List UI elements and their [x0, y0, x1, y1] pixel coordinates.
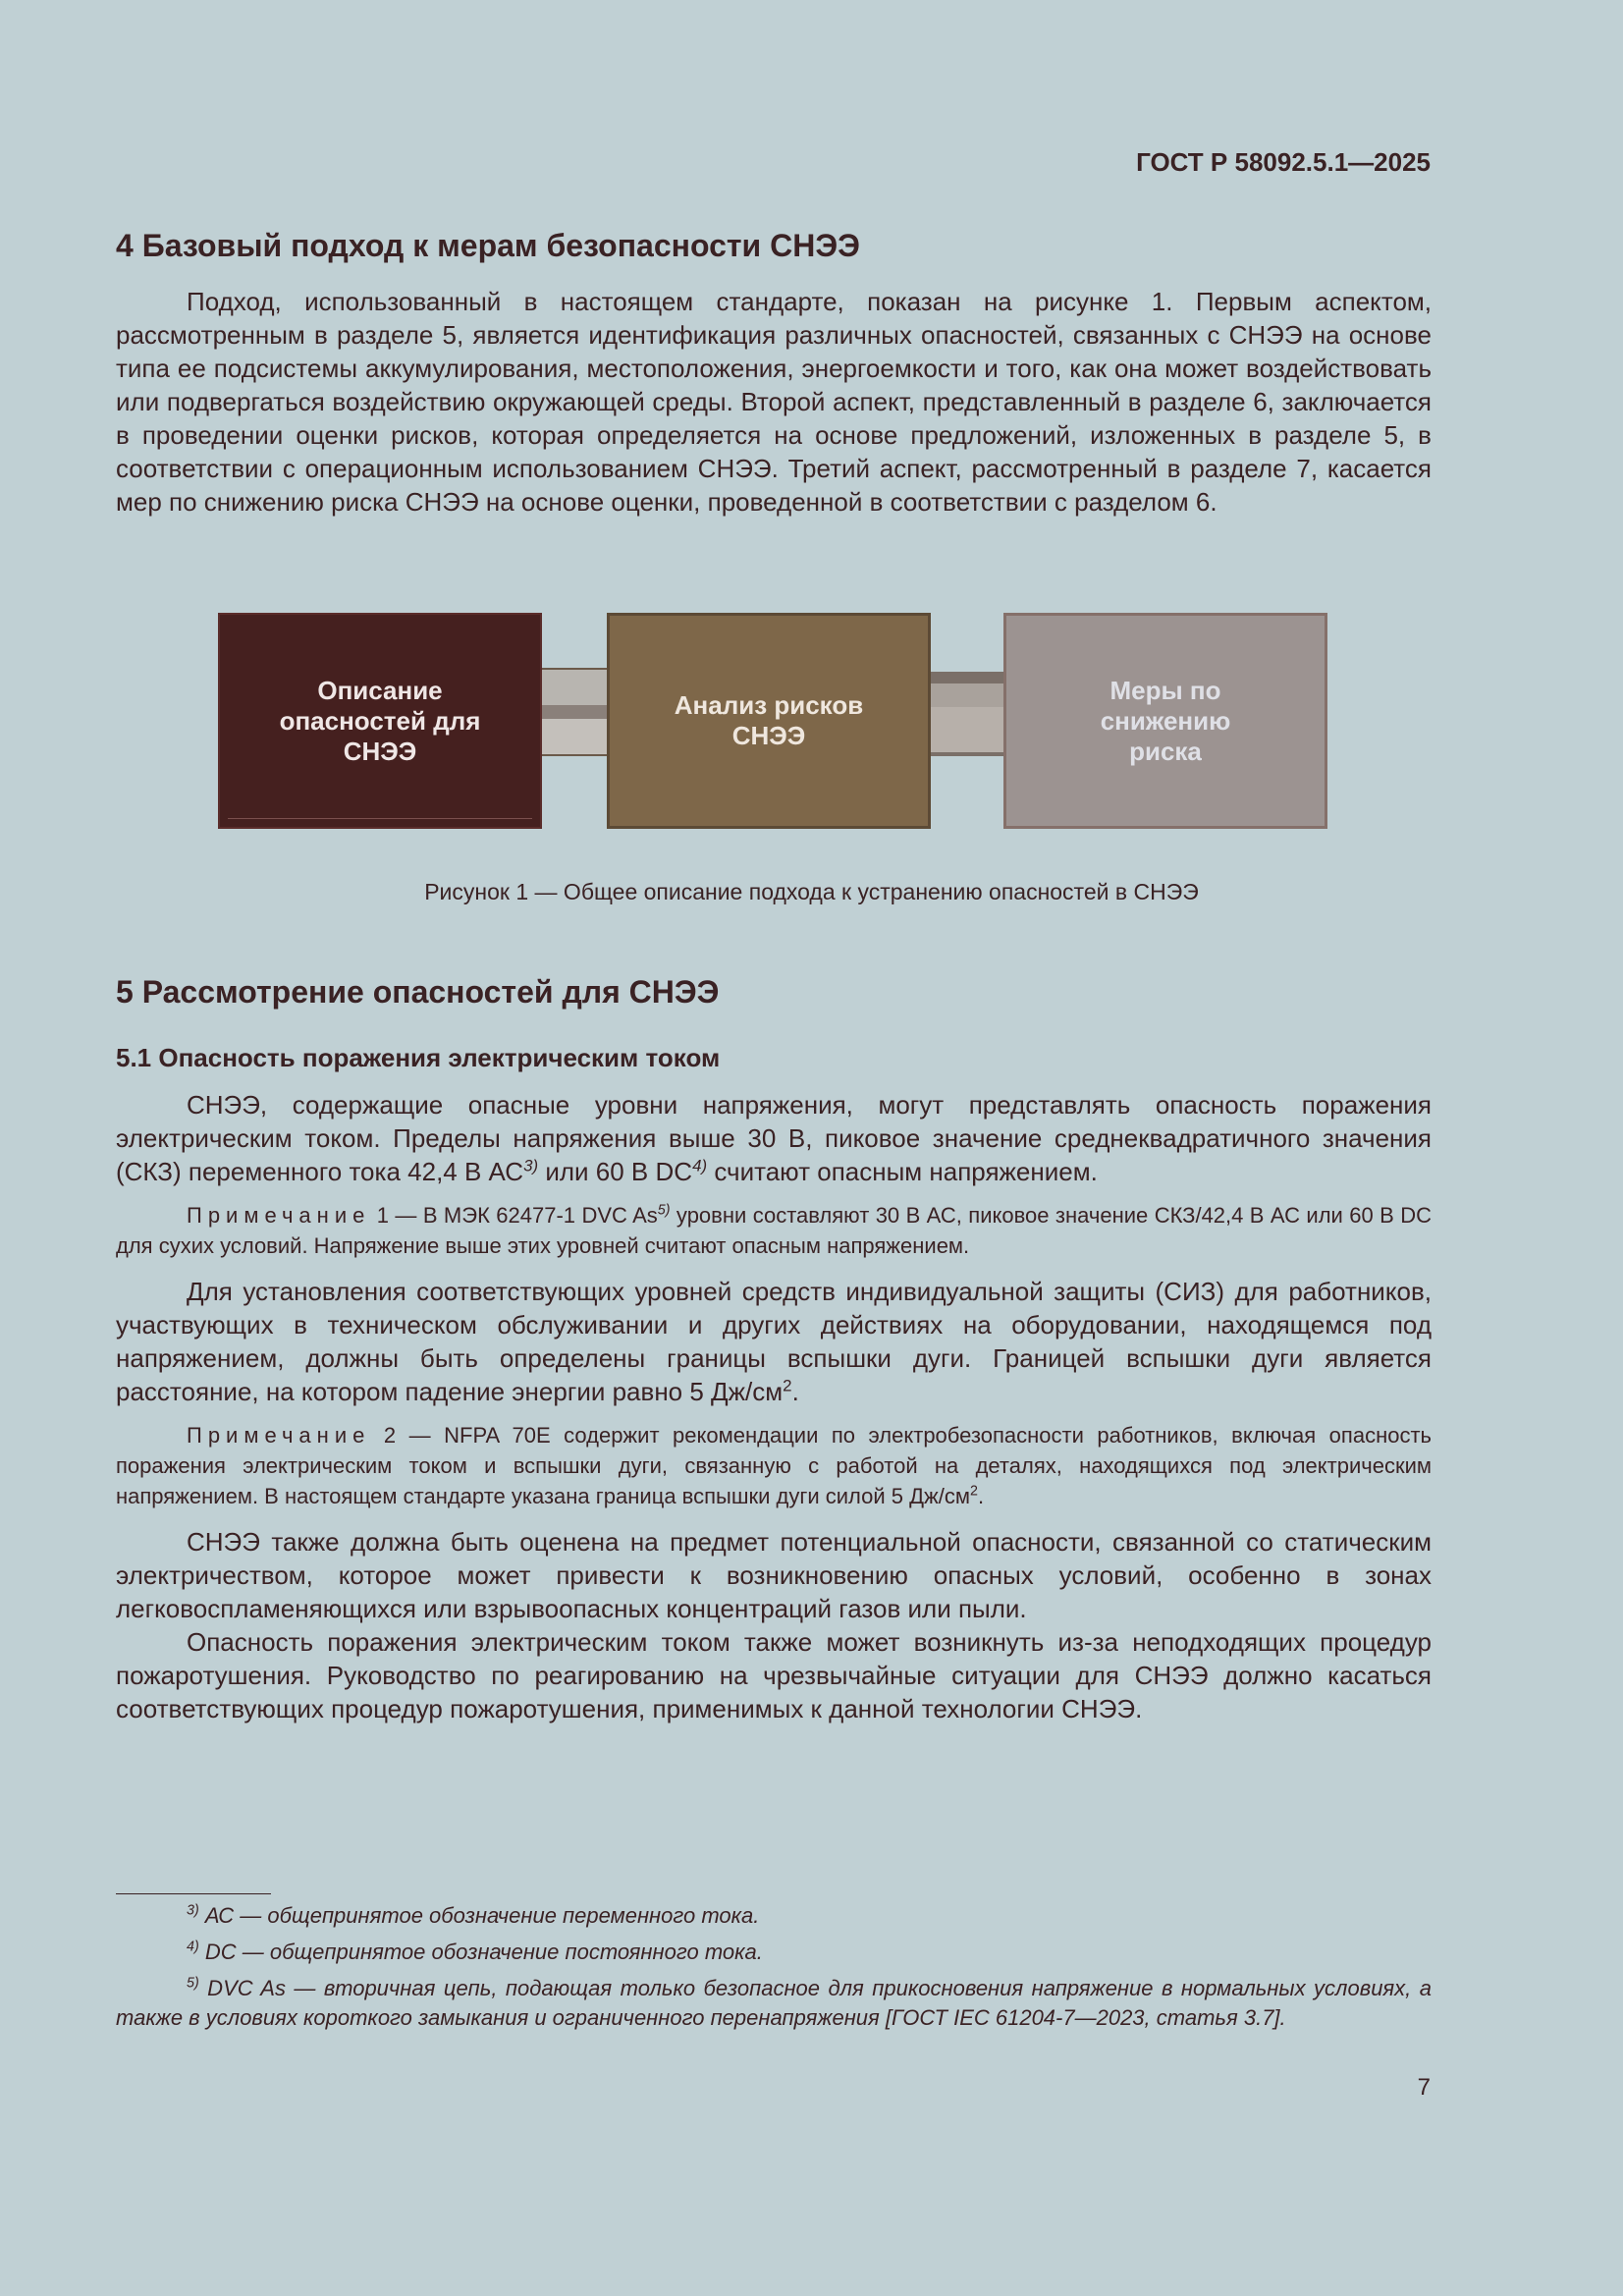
document-code: ГОСТ Р 58092.5.1—2025 — [1136, 147, 1431, 177]
note-text: 1 — В МЭК 62477-1 DVC As — [370, 1203, 658, 1228]
subsection-5-1 — [116, 1043, 1432, 1073]
connector-2-3 — [931, 668, 1003, 756]
subsection-5-1-title: 5.1 Опасность поражения электрическим током — [116, 1043, 721, 1072]
paragraph-text: считают опасным напряжением. — [707, 1157, 1098, 1186]
superscript: 2 — [969, 1483, 978, 1500]
note-2 — [116, 1420, 1432, 1511]
note-text: уровни составляют 30 В АС, пиковое значение СКЗ/42,4 В АС или 60 В DC для сухих условий. Напряжение выше этих уровней считают опасным напряжением. — [116, 1203, 1432, 1258]
footnote-ref: 5) — [657, 1202, 671, 1219]
footnote-text: DVC As — вторичная цепь, подающая только безопасное для прикосновения напряжение в нормальных условиях, а также в условиях короткого замыкания и ограниченного перенапряжения [ГОСТ IEC 61204-7—2023, статья 3.7]. — [116, 1976, 1432, 2030]
footnote-3 — [116, 1901, 1432, 1931]
footnote-mark: 4) — [187, 1939, 199, 1955]
figure-1-caption: Рисунок 1 — Общее описание подхода к устранению опасностей в СНЭЭ — [424, 879, 1199, 904]
figure-1 — [218, 613, 1327, 831]
paragraph-text: или 60 В DC — [538, 1157, 693, 1186]
footnote-ref: 3) — [523, 1156, 539, 1175]
figure-box-hazard-description — [218, 613, 542, 829]
paragraph-arc-flash — [116, 1275, 1432, 1408]
note-label: Примечание — [187, 1203, 371, 1228]
superscript: 2 — [783, 1376, 792, 1395]
figure-box-risk-reduction — [1003, 613, 1327, 829]
paragraph-text: . — [791, 1377, 799, 1406]
section-5-title: 5 Рассмотрение опасностей для СНЭЭ — [116, 974, 720, 1010]
paragraph-firefighting: Опасность поражения электрическим током также может возникнуть из-за неподходящих процедур пожаротушения. Руководство по реагированию на чрезвычайные ситуации для СНЭЭ должно касаться соответствующих процедур пожаротушения, применимых к данной технологии СНЭЭ. — [116, 1627, 1432, 1723]
footnote-ref: 4) — [692, 1156, 708, 1175]
footnote-text: DC — общепринятое обозначение постоянного тока. — [198, 1940, 763, 1964]
paragraph-static-electricity: СНЭЭ также должна быть оценена на предмет потенциальной опасности, связанной со статическим электричеством, которое может привести к возникновению опасных условий, особенно в зонах легковоспламеняющихся или взрывоопасных концентраций газов или пыли. — [116, 1527, 1432, 1623]
note-label: Примечание — [187, 1423, 371, 1448]
connector-1-2 — [542, 668, 607, 756]
section-4-paragraph: Подход, использованный в настоящем стандарте, показан на рисунке 1. Первым аспектом, рассмотренным в разделе 5, является идентификация различных опасностей, связанных с СНЭЭ на основе типа ее подсистемы аккумулирования, местоположения, энергоемкости и того, как она может воздействовать или подвергаться воздействию окружающей среды. Второй аспект, представленный в разделе 6, заключается в проведении оценки рисков, которая определяется на основе предложений, изложенных в разделе 5, в соответствии с операционным использованием СНЭЭ. Третий аспект, рассмотренный в разделе 7, касается мер по снижению риска СНЭЭ на основе оценки, проведенной в соответствии с разделом 6. — [116, 287, 1432, 517]
figure-box-risk-analysis — [607, 613, 931, 829]
paragraph-text: СНЭЭ, содержащие опасные уровни напряжения, могут представлять опасность поражения электрическим током. Пределы напряжения выше 30 В, пиковое значение среднеквадратичного значения (СКЗ) переменного тока 42,4 В АС — [116, 1090, 1432, 1186]
figure-box-label: Описание опасностей для СНЭЭ — [279, 675, 481, 766]
section-5 — [116, 974, 1432, 1011]
footnote-mark: 3) — [187, 1902, 199, 1919]
page-number: 7 — [1417, 2074, 1431, 2101]
section-4-body — [116, 285, 1432, 519]
section-5-body — [116, 1088, 1432, 1725]
figure-box-label: Меры по снижению риска — [1100, 675, 1231, 766]
note-1 — [116, 1200, 1432, 1261]
note-text: . — [977, 1484, 985, 1508]
paragraph-voltage-limits — [116, 1088, 1432, 1188]
footnote-separator — [116, 1893, 271, 1894]
section-4 — [116, 228, 1432, 264]
figure-box-label: Анализ рисков СНЭЭ — [674, 690, 864, 750]
paragraph-text: Для установления соответствующих уровней средств индивидуальной защиты (СИЗ) для работников, участвующих в техническом обслуживании и других действиях на оборудовании, находящемся под напряжением, должны быть определены границы вспышки дуги. Границей вспышки дуги является расстояние, на котором падение энергии равно 5 Дж/см — [116, 1277, 1432, 1406]
section-4-title: 4 Базовый подход к мерам безопасности СНЭЭ — [116, 228, 860, 263]
footnote-4 — [116, 1938, 1432, 1967]
footnote-text: АС — общепринятое обозначение переменного тока. — [198, 1903, 760, 1928]
note-text: 2 — NFPA 70E содержит рекомендации по электробезопасности работников, включая опасность поражения электрическим током и вспышки дуги, связанную с работой на деталях, находящихся под электрическим напряжением. В настоящем стандарте указана граница вспышки дуги силой 5 Дж/см — [116, 1423, 1432, 1508]
footnote-5 — [116, 1974, 1432, 2033]
footnote-mark: 5) — [187, 1975, 199, 1992]
footnotes — [116, 1901, 1432, 2033]
